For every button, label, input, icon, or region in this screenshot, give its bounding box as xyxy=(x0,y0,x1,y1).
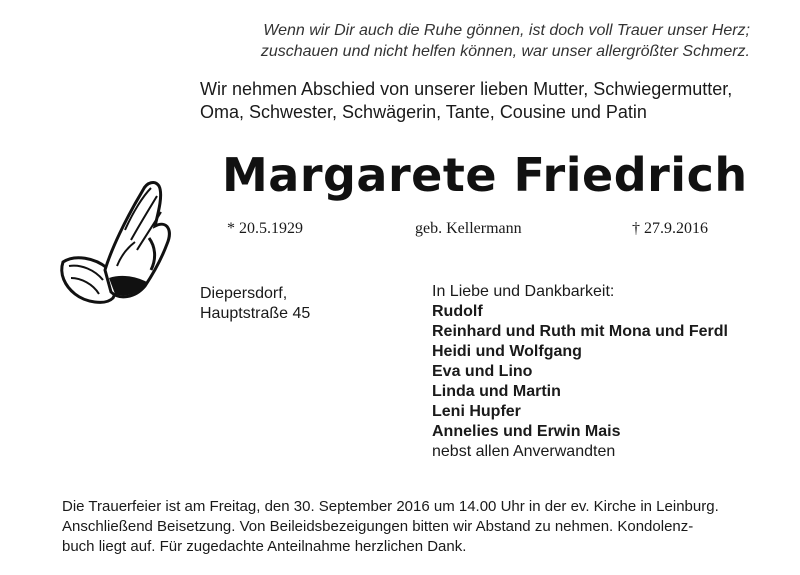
deceased-name: Margarete Friedrich xyxy=(222,148,748,202)
address-line-2: Hauptstraße 45 xyxy=(200,305,311,322)
intro-line-1: Wir nehmen Abschied von unserer lieben Mutter, Schwiegermutter, xyxy=(200,79,733,99)
poem-verse xyxy=(180,20,750,62)
address-block xyxy=(200,284,310,324)
intro-line-2: Oma, Schwester, Schwägerin, Tante, Cousine und Patin xyxy=(200,102,647,122)
mourner-name: Heidi und Wolfgang xyxy=(432,343,582,360)
mourner-name: Eva und Lino xyxy=(432,363,533,380)
footer-line-3: buch liegt auf. Für zugedachte Anteilnahme herzlichen Dank. xyxy=(62,538,467,555)
birth-date: * 20.5.1929 xyxy=(227,220,303,237)
death-date: † 27.9.2016 xyxy=(632,220,708,237)
poem-line-2: zuschauen und nicht helfen können, war unser allergrößter Schmerz. xyxy=(260,43,750,60)
footer-line-2: Anschließend Beisetzung. Von Beileidsbezeigungen bitten wir Abstand zu nehmen. Kondolenz- xyxy=(62,518,694,535)
address-line-1: Diepersdorf, xyxy=(200,285,288,302)
mourner-name: Linda und Martin xyxy=(432,383,561,400)
mourners-list xyxy=(432,282,728,462)
mourners-heading: In Liebe und Dankbarkeit: xyxy=(432,283,615,300)
poem-line-1: Wenn wir Dir auch die Ruhe gönnen, ist doch voll Trauer unser Herz; xyxy=(263,22,750,39)
mourners-closing: nebst allen Anverwandten xyxy=(432,443,616,460)
footer-line-1: Die Trauerfeier ist am Freitag, den 30. September 2016 um 14.00 Uhr in der ev. Kirche in Leinburg. xyxy=(62,498,719,515)
farewell-intro xyxy=(200,78,760,124)
mourner-name: Annelies und Erwin Mais xyxy=(432,423,621,440)
mourner-name: Leni Hupfer xyxy=(432,403,521,420)
praying-hands-icon xyxy=(55,170,175,310)
mourner-name: Reinhard und Ruth mit Mona und Ferdl xyxy=(432,323,728,340)
maiden-name: geb. Kellermann xyxy=(415,220,522,237)
funeral-notice xyxy=(62,497,772,557)
mourner-name: Rudolf xyxy=(432,303,483,320)
